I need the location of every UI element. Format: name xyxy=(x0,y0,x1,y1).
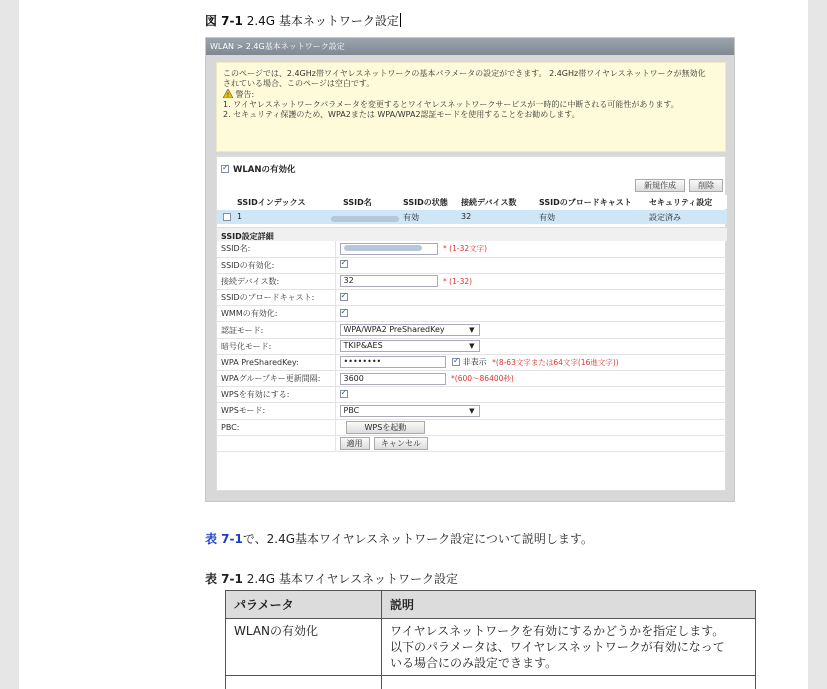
desc-line: 以下のパラメータは、ワイヤレスネットワークが有効になって xyxy=(390,640,725,654)
field-label: WPAグループキー更新間隔: xyxy=(217,371,335,387)
column-header: SSID名 xyxy=(343,198,372,207)
desc-line: いる場合にのみ設定できます。 xyxy=(390,656,558,670)
field-label: WPA PreSharedKey: xyxy=(217,354,335,370)
form-row xyxy=(217,290,727,306)
field-label: PBC: xyxy=(217,419,335,435)
security-status: 設定済み xyxy=(649,213,681,222)
param-cell: WLANの有効化 xyxy=(226,619,382,676)
figure-number: 図 7-1 xyxy=(205,14,243,28)
table-row xyxy=(226,619,756,676)
wps-mode-select[interactable] xyxy=(340,405,480,417)
form-row xyxy=(217,387,727,403)
notice-item: 1. ワイヤレスネットワークパラメータを変更するとワイヤレスネットワークサービスが一時的に中断される可能性があります。 xyxy=(223,100,679,109)
ssid-index: 1 xyxy=(237,212,243,221)
column-header: 接続デバイス数 xyxy=(461,198,517,207)
start-wps-button[interactable]: WPSを起動 xyxy=(346,421,426,434)
notice-line: されている場合、このページは空白です。 xyxy=(223,79,375,88)
psk-input[interactable]: •••••••• xyxy=(340,356,446,368)
field-cell xyxy=(335,338,727,354)
select-value: TKIP&AES xyxy=(343,341,383,351)
field-hint: *(8-63文字または64文字(16進文字)) xyxy=(492,357,619,367)
ssid-name-redacted xyxy=(331,214,399,223)
ssid-table-header xyxy=(217,195,727,209)
param-cell-cutoff xyxy=(226,676,382,689)
broadcast-status: 有効 xyxy=(539,213,555,222)
wmm-checkbox[interactable] xyxy=(340,309,348,317)
device-count-input[interactable]: 32 xyxy=(340,275,438,287)
auth-mode-select[interactable] xyxy=(340,324,480,336)
desc-cell-cutoff xyxy=(382,676,756,689)
notice-item: 2. セキュリティ保護のため、WPA2または WPA/WPA2認証モードを使用することをお勧めします。 xyxy=(223,110,580,119)
ssid-detail-form xyxy=(217,241,727,452)
svg-text:!: ! xyxy=(226,92,230,98)
new-button[interactable]: 新規作成 xyxy=(635,179,685,192)
parameter-table xyxy=(225,590,756,689)
table-title: 2.4G 基本ワイヤレスネットワーク設定 xyxy=(246,572,459,586)
table-row xyxy=(226,676,756,689)
form-row xyxy=(217,338,727,354)
form-row xyxy=(217,403,727,419)
warning-row xyxy=(223,89,719,100)
notice-line: このページでは、2.4GHz帯ワイヤレスネットワークの基本パラメータの設定ができます。 2.4GHz帯ワイヤレスネットワークが無効化 xyxy=(223,69,706,78)
column-header: SSIDインデックス xyxy=(237,198,306,207)
field-label: 接続デバイス数: xyxy=(217,273,335,289)
field-hint: *(600～86400秒) xyxy=(451,374,514,384)
wlan-enable-checkbox[interactable] xyxy=(221,165,229,173)
field-cell xyxy=(335,419,727,435)
chevron-down-icon: ▼ xyxy=(469,406,475,415)
notice-box xyxy=(216,62,726,152)
field-cell xyxy=(335,290,727,306)
field-hint: * (1-32) xyxy=(443,276,473,286)
rekey-interval-input[interactable]: 3600 xyxy=(340,373,446,385)
ssid-name-input[interactable] xyxy=(340,243,438,255)
body-paragraph xyxy=(205,530,593,547)
form-row xyxy=(217,257,727,273)
wlan-enable-row xyxy=(221,163,296,175)
table-number: 表 7-1 xyxy=(205,572,243,586)
empty-cell xyxy=(217,435,335,451)
table-caption xyxy=(205,570,458,587)
field-cell xyxy=(335,241,727,257)
broadcast-checkbox[interactable] xyxy=(340,293,348,301)
wlan-enable-label: WLANの有効化 xyxy=(233,165,296,175)
field-cell xyxy=(335,322,727,338)
document-page xyxy=(19,0,808,689)
warning-label: 警告: xyxy=(235,90,255,99)
warning-icon xyxy=(223,89,233,98)
form-row xyxy=(217,371,727,387)
figure-caption xyxy=(205,12,401,29)
hide-password-checkbox[interactable] xyxy=(452,358,460,366)
ssid-status: 有効 xyxy=(403,213,419,222)
wps-enable-checkbox[interactable] xyxy=(340,390,348,398)
column-header: セキュリティ設定 xyxy=(649,198,713,207)
form-row xyxy=(217,419,727,435)
hide-label: 非表示 xyxy=(462,357,487,367)
field-cell xyxy=(335,403,727,419)
field-label: WMMの有効化: xyxy=(217,306,335,322)
paragraph-text: で、2.4G基本ワイヤレスネットワーク設定について説明します。 xyxy=(242,532,593,546)
field-cell xyxy=(335,354,727,370)
column-header: SSIDの状態 xyxy=(403,198,448,207)
field-hint: * (1-32文字) xyxy=(443,244,488,254)
button-cell xyxy=(335,435,727,451)
table-reference-link[interactable]: 表 7-1 xyxy=(205,532,243,546)
table-header-row xyxy=(226,591,756,619)
field-label: WPSを有効にする: xyxy=(217,387,335,403)
breadcrumb: WLAN > 2.4G基本ネットワーク設定 xyxy=(206,38,734,55)
column-header: SSIDのブロードキャスト xyxy=(539,198,632,207)
field-label: WPSモード: xyxy=(217,403,335,419)
cancel-button[interactable]: キャンセル xyxy=(374,437,428,450)
text-cursor xyxy=(400,13,401,27)
field-cell xyxy=(335,371,727,387)
column-header: パラメータ xyxy=(226,591,382,619)
form-row xyxy=(217,306,727,322)
figure-title: 2.4G 基本ネットワーク設定 xyxy=(246,14,399,28)
form-row xyxy=(217,354,727,370)
field-cell xyxy=(335,387,727,403)
ssid-table-row[interactable] xyxy=(217,210,727,224)
field-label: SSID名: xyxy=(217,241,335,257)
field-label: SSIDのブロードキャスト: xyxy=(217,290,335,306)
select-value: WPA/WPA2 PreSharedKey xyxy=(343,325,445,335)
field-label: SSIDの有効化: xyxy=(217,257,335,273)
apply-button[interactable]: 適用 xyxy=(340,437,370,450)
device-count: 32 xyxy=(461,212,472,221)
delete-button[interactable]: 削除 xyxy=(689,179,723,192)
embedded-screenshot xyxy=(205,37,735,502)
desc-line: ワイヤレスネットワークを有効にするかどうかを指定します。 xyxy=(390,624,725,638)
column-header: 説明 xyxy=(382,591,756,619)
form-row xyxy=(217,241,727,257)
form-row xyxy=(217,273,727,289)
field-cell xyxy=(335,257,727,273)
field-label: 暗号化モード: xyxy=(217,338,335,354)
field-cell xyxy=(335,306,727,322)
field-cell xyxy=(335,273,727,289)
form-row xyxy=(217,322,727,338)
desc-cell xyxy=(382,619,756,676)
row-checkbox[interactable] xyxy=(223,213,231,221)
form-row xyxy=(217,435,727,451)
field-label: 認証モード: xyxy=(217,322,335,338)
select-value: PBC xyxy=(343,405,360,415)
chevron-down-icon: ▼ xyxy=(469,342,475,351)
chevron-down-icon: ▼ xyxy=(469,326,475,335)
ssid-detail-title: SSID設定詳細 xyxy=(217,227,727,241)
settings-panel xyxy=(216,156,726,491)
encryption-mode-select[interactable] xyxy=(340,340,480,352)
ssid-enable-checkbox[interactable] xyxy=(340,260,348,268)
